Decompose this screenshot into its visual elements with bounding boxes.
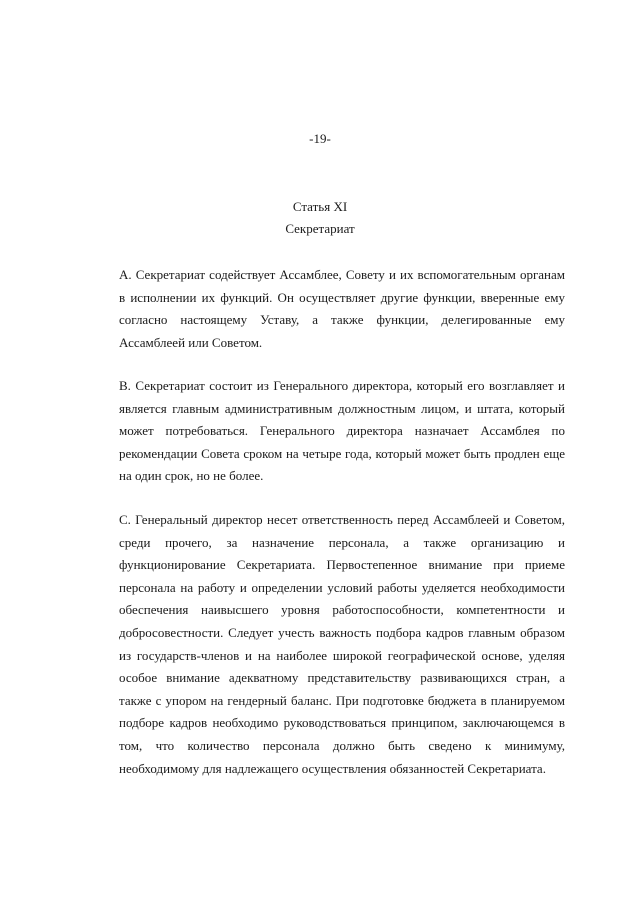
article-subtitle: Секретариат (285, 221, 355, 236)
page-number: -19- (309, 131, 331, 146)
article-title: Статья XI (292, 199, 348, 214)
paragraph-c: C. Генеральный директор несет ответственность перед Ассамблеей и Советом, среди прочего, за назначение персонала, а также организацию и функционирование Секретариата. Первостепенное внимание при приеме персонала на работу и определении условий работы уделяется необходимости обеспечения наивысшего уровня работоспособности, компетентности и добросовестности. Следует учесть важность подбора кадров главным образом из государств-членов и на наиболее широкой географической основе, уделяя особое внимание адекватному представительству развивающихся стран, а также с упором на гендерный баланс. При подготовке бюджета в планируемом подборе кадров необходимо руководствоваться принципом, заключающемся в том, что количество персонала должно быть сведено к минимуму, необходимому для надлежащего осуществления обязанностей Секретариата. (119, 512, 565, 776)
paragraph-a: A. Секретариат содействует Ассамблее, Совету и их вспомогательным органам в исполнении их функций. Он осуществляет другие функции, вверенные ему согласно настоящему Уставу, а также функции, делегированные ему Ассамблеей или Советом. (119, 267, 565, 350)
paragraph-b: B. Секретариат состоит из Генерального директора, который его возглавляет и является главным административным должностным лицом, и штата, который может потребоваться. Генерального директора назначает Ассамблея по рекомендации Совета сроком на четыре года, который может быть продлен еще на один срок, но не более. (119, 378, 565, 484)
